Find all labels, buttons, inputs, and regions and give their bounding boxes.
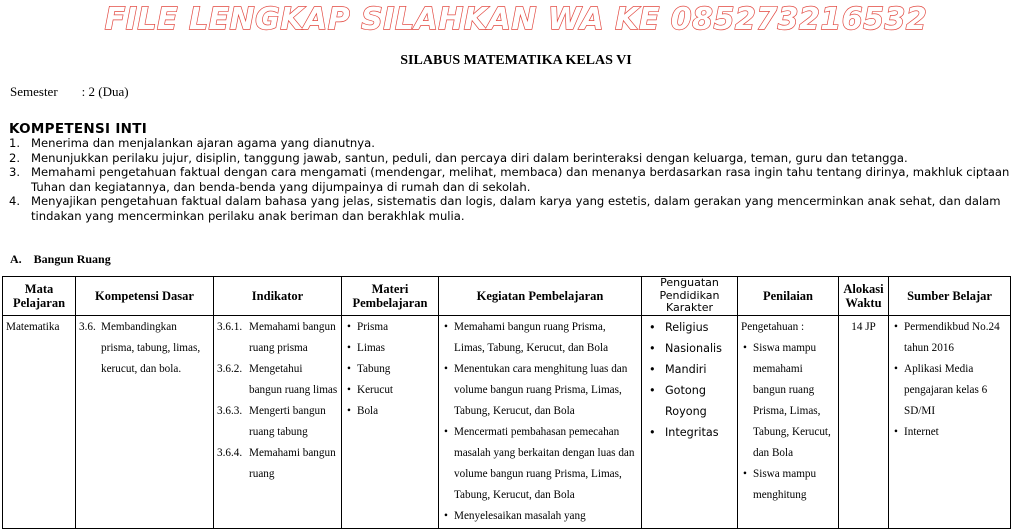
cell-kompetensi-dasar: [76, 315, 214, 528]
list-item: • Memahami bangun ruang Prisma, Limas, Tabung, Kerucut, dan Bola: [454, 317, 638, 359]
list-item: • Kerucut: [357, 380, 435, 401]
list-item: [217, 401, 338, 443]
list-item: [9, 151, 1029, 166]
table-row: [3, 315, 1011, 528]
cell-sumber: [889, 315, 1011, 528]
header-kegiatan: Kegiatan Pembelajaran: [439, 277, 642, 316]
document-title: SILABUS MATEMATIKA KELAS VI: [400, 53, 632, 68]
list-number: 1.: [9, 136, 21, 150]
cell-karakter: [642, 315, 738, 528]
indikator-number: 3.6.2.: [217, 362, 243, 375]
header-mata-pelajaran: Mata Pelajaran: [3, 277, 76, 316]
header-kompetensi-dasar: Kompetensi Dasar: [76, 277, 214, 316]
indikator-number: 3.6.4.: [217, 446, 243, 459]
kd-number: 3.6.: [79, 320, 96, 333]
list-item: • Aplikasi Media pengajaran kelas 6 SD/MI: [904, 359, 1007, 422]
cell-kegiatan: [439, 315, 642, 528]
list-item: [217, 359, 338, 401]
table-header-row: [3, 277, 1011, 316]
cell-indikator: [214, 315, 342, 528]
header-penilaian: Penilaian: [738, 277, 839, 316]
list-item: • Tabung: [357, 359, 435, 380]
penilaian-label: Pengetahuan :: [741, 320, 805, 333]
list-item: [9, 194, 1029, 223]
cell-penilaian: [738, 315, 839, 528]
kd-text: Membandingkan prisma, tabung, limas, kerucut, dan bola.: [101, 320, 201, 375]
list-number: 2.: [9, 150, 21, 165]
indikator-number: 3.6.1.: [217, 320, 243, 333]
list-text: Menerima dan menjalankan ajaran agama yang dianutnya.: [31, 136, 375, 150]
list-item: [9, 165, 1029, 194]
list-item: • Siswa mampu menghitung: [753, 464, 835, 506]
section-letter: A.: [10, 252, 22, 266]
section-heading: [10, 252, 111, 267]
list-item: • Mandiri: [665, 359, 734, 380]
list-item: • Nasionalis: [665, 338, 734, 359]
list-item: • Siswa mampu memahami bangun ruang Prisma, Limas, Tabung, Kerucut, dan Bola: [753, 338, 835, 464]
list-text: Menyajikan pengetahuan faktual dalam bahasa yang jelas, sistematis dan logis, dalam karya yang estetis, dalam gerakan yang mencerminkan anak sehat, dan dalam tindakan yang mencerminkan perilaku anak beriman dan berakhlak mulia.: [31, 194, 1001, 223]
syllabus-table: [2, 276, 1011, 529]
watermark-banner: FILE LENGKAP SILAHKAN WA KE 085273216532: [104, 2, 928, 37]
header-indikator: Indikator: [214, 277, 342, 316]
indikator-text: Mengetahui bangun ruang limas: [249, 362, 338, 396]
list-item: • Permendikbud No.24 tahun 2016: [904, 317, 1007, 359]
list-text: Memahami pengetahuan faktual dengan cara mengamati (mendengar, melihat, membaca) dan menanya berdasarkan rasa ingin tahu tentang dirinya, makhluk ciptaan Tuhan dan kegiatannya, dan benda-benda yang dijumpainya di rumah dan di sekolah.: [31, 165, 1010, 194]
list-item: • Gotong Royong: [665, 380, 734, 422]
list-item: [9, 136, 1029, 151]
cell-materi: [342, 315, 439, 528]
indikator-text: Mengerti bangun ruang tabung: [249, 404, 326, 438]
semester-label: Semester: [10, 84, 58, 99]
list-item: • Bola: [357, 401, 435, 422]
kompetensi-inti-heading: KOMPETENSI INTI: [9, 121, 148, 137]
kompetensi-inti-list: [9, 136, 1029, 223]
header-sumber: Sumber Belajar: [889, 277, 1011, 316]
list-number: 4.: [9, 194, 21, 208]
list-item: [217, 317, 338, 359]
semester-value: : 2 (Dua): [81, 84, 129, 99]
indikator-text: Memahami bangun ruang: [249, 446, 336, 480]
section-label: Bangun Ruang: [33, 252, 111, 266]
list-item: • Limas: [357, 338, 435, 359]
header-karakter: Penguatan Pendidikan Karakter: [642, 277, 738, 316]
list-text: Menunjukkan perilaku jujur, disiplin, tanggung jawab, santun, peduli, dan percaya diri dalam berinteraksi dengan keluarga, teman, guru dan tetangga.: [31, 150, 908, 165]
cell-mapel: Matematika: [3, 315, 76, 528]
list-item: • Prisma: [357, 317, 435, 338]
indikator-number: 3.6.3.: [217, 404, 243, 417]
list-item: • Menyelesaikan masalah yang: [454, 506, 638, 527]
list-item: • Internet: [904, 422, 1007, 443]
list-item: • Menentukan cara menghitung luas dan volume bangun ruang Prisma, Limas, Tabung, Kerucut, dan Bola: [454, 359, 638, 422]
list-number: 3.: [9, 165, 21, 179]
list-item: • Mencermati pembahasan pemecahan masalah yang berkaitan dengan luas dan volume bangun ruang Prisma, Limas, Tabung, Kerucut, dan Bola: [454, 422, 638, 506]
indikator-text: Memahami bangun ruang prisma: [249, 320, 336, 354]
header-materi: Materi Pembelajaran: [342, 277, 439, 316]
list-item: • Religius: [665, 317, 734, 338]
list-item: [217, 443, 338, 485]
cell-alokasi: 14 JP: [839, 315, 889, 528]
list-item: • Integritas: [665, 422, 734, 443]
semester-line: [10, 84, 129, 100]
header-alokasi: Alokasi Waktu: [839, 277, 889, 316]
